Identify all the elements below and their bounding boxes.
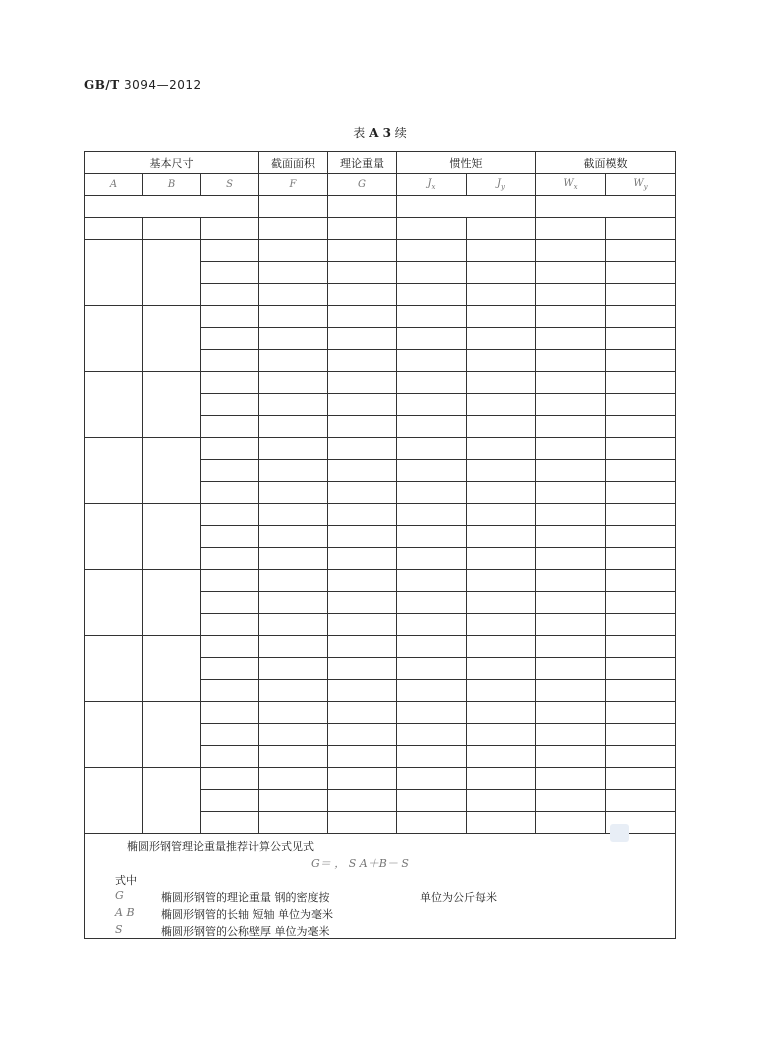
- table-row: [85, 702, 676, 724]
- symbol-wx: $W_x$: [536, 174, 606, 196]
- note-where: 式中: [115, 874, 137, 887]
- def-text: 椭圆形钢管的理论重量 钢的密度按: [161, 891, 330, 904]
- table-row: [85, 570, 676, 592]
- symbol-jy: $J_y$: [467, 174, 536, 196]
- def-symbol: G: [115, 889, 124, 902]
- def-symbol: A B: [115, 906, 135, 919]
- symbol-b: B: [143, 174, 201, 196]
- symbol-row: [85, 174, 676, 196]
- def-unit: 单位为公斤每米: [420, 891, 497, 904]
- unit-cell: [85, 196, 259, 218]
- note-formula: G＝ ， S A＋B－ S: [311, 857, 409, 870]
- standard-number: [84, 78, 202, 92]
- standard-year: 3094—2012: [124, 78, 202, 92]
- symbol-f: F: [259, 174, 328, 196]
- table-caption: 表 A 3 续: [353, 126, 407, 140]
- symbol-wy: $W_y$: [606, 174, 676, 196]
- weight-header: 理论重量: [328, 152, 397, 174]
- dimension-table: [84, 151, 676, 939]
- table-row: [85, 372, 676, 394]
- table-row: [85, 240, 676, 262]
- symbol-jx: $J_x$: [397, 174, 467, 196]
- modulus-header: 截面模数: [536, 152, 676, 174]
- symbol-s: S: [201, 174, 259, 196]
- note-row: [85, 834, 676, 939]
- def-text: 椭圆形钢管的公称壁厚 单位为毫米: [161, 925, 330, 938]
- symbol-g: G: [328, 174, 397, 196]
- basic-size-header: 基本尺寸: [85, 152, 259, 174]
- table-row: [85, 636, 676, 658]
- unit-row: [85, 196, 676, 218]
- area-header: 截面面积: [259, 152, 328, 174]
- def-text: 椭圆形钢管的长轴 短轴 单位为毫米: [161, 908, 333, 921]
- inertia-header: 惯性矩: [397, 152, 536, 174]
- def-symbol: S: [115, 923, 123, 936]
- standard-code: GB/T: [84, 78, 120, 92]
- formula-note: [85, 834, 676, 939]
- table-row: [85, 218, 676, 240]
- note-intro: 椭圆形钢管理论重量推荐计算公式见式: [127, 840, 314, 853]
- table-row: [85, 768, 676, 790]
- symbol-a: A: [85, 174, 143, 196]
- table-row: [85, 438, 676, 460]
- table-row: [85, 504, 676, 526]
- table-row: [85, 306, 676, 328]
- scan-mark: [610, 824, 629, 842]
- header-row: [85, 152, 676, 174]
